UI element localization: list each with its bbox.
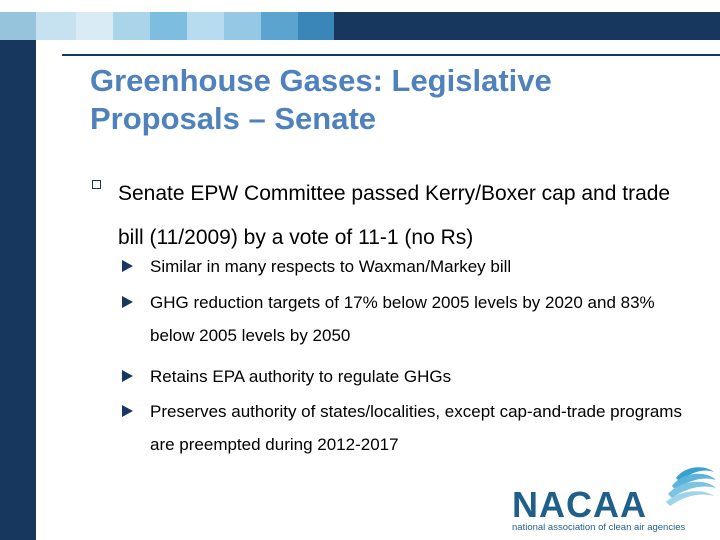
sub-bullet-text: GHG reduction targets of 17% below 2005 levels by 2020 and 83% below 2005 levels by 2050: [150, 293, 655, 345]
title-rule: [62, 54, 720, 56]
header-tile: [298, 12, 334, 40]
header-tile: [187, 12, 224, 40]
nacaa-logo: [508, 460, 720, 540]
sub-bullet-text: Preserves authority of states/localities, except cap-and-trade programs are preempted during 2012-2017: [150, 402, 682, 454]
triangle-bullet-icon: [122, 370, 133, 382]
logo-tagline: national association of clean air agencies: [512, 522, 686, 533]
square-bullet-icon: [92, 180, 101, 189]
triangle-bullet-icon: [122, 405, 133, 417]
sub-bullet-text: Similar in many respects to Waxman/Markey bill: [150, 257, 512, 276]
triangle-bullet-icon: [122, 296, 133, 308]
header-tile-band: [0, 0, 720, 40]
left-bar-accent: [0, 12, 36, 40]
logo-wordmark: NACAA: [512, 484, 647, 525]
header-tile: [36, 12, 76, 40]
header-tile: [334, 12, 720, 40]
header-tile: [150, 12, 187, 40]
header-tile: [224, 12, 261, 40]
slide-title: Greenhouse Gases: Legislative Proposals – Senate: [90, 63, 552, 136]
header-tile: [261, 12, 298, 40]
header-tile: [76, 12, 113, 40]
sub-bullet-text: Retains EPA authority to regulate GHGs: [150, 367, 452, 386]
triangle-bullet-icon: [122, 260, 133, 272]
left-sidebar-bar: [0, 40, 36, 540]
header-tile: [113, 12, 150, 40]
bullet-text: Senate EPW Committee passed Kerry/Boxer cap and trade bill (11/2009) by a vote of 11-1 (no Rs): [118, 182, 671, 249]
